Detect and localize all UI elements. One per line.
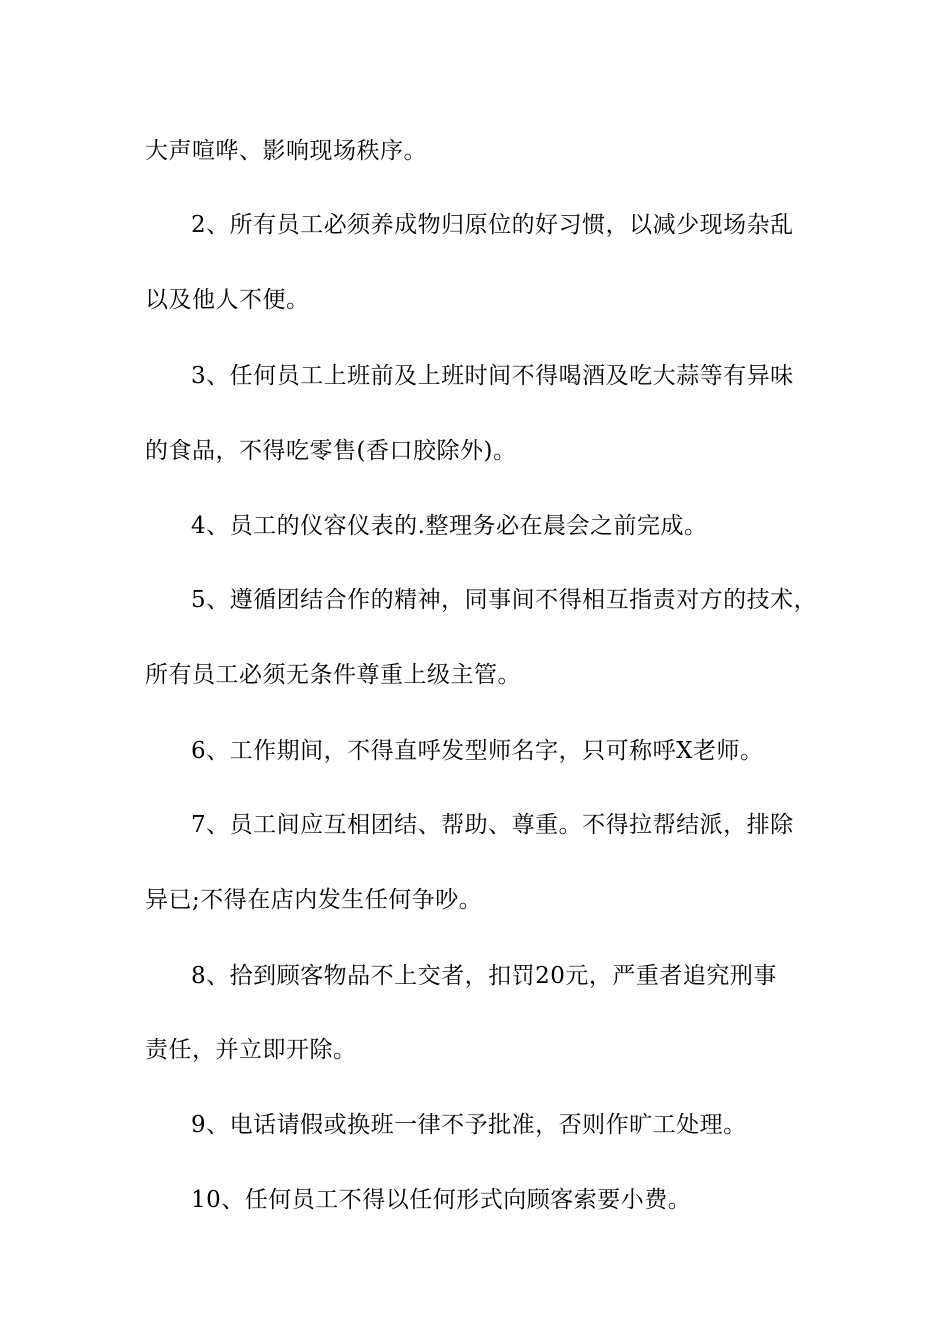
rule-5-line-1: 5、遵循团结合作的精神，同事间不得相互指责对方的技术， [191,587,818,613]
text-line-continuation: 大声喧哗、影响现场秩序。 [145,138,427,164]
rule-9-line-1: 9、电话请假或换班一律不予批准，否则作旷工处理。 [191,1112,747,1138]
rule-7-line-2: 异已;不得在店内发生任何争吵。 [145,887,483,913]
rule-7-line-1: 7、员工间应互相团结、帮助、尊重。不得拉帮结派，排除 [191,812,794,838]
rule-5-line-2: 所有员工必须无条件尊重上级主管。 [145,662,521,688]
rule-8-line-2: 责任，并立即开除。 [145,1037,357,1063]
rule-3-line-2: 的食品，不得吃零售(香口胶除外)。 [145,438,517,464]
rule-10-line-1: 10、任何员工不得以任何形式向顾客索要小费。 [191,1187,692,1213]
rule-3-line-1: 3、任何员工上班前及上班时间不得喝酒及吃大蒜等有异味 [191,363,794,389]
rule-6-line-1: 6、工作期间，不得直呼发型师名字，只可称呼X老师。 [191,738,764,764]
rule-8-line-1: 8、拾到顾客物品不上交者，扣罚20元，严重者追究刑事 [191,963,777,989]
rule-4-line-1: 4、员工的仪容仪表的.整理务必在晨会之前完成。 [191,513,708,539]
rule-2-line-1: 2、所有员工必须养成物归原位的好习惯，以减少现场杂乱 [191,212,794,238]
rule-2-line-2: 以及他人不便。 [145,287,310,313]
